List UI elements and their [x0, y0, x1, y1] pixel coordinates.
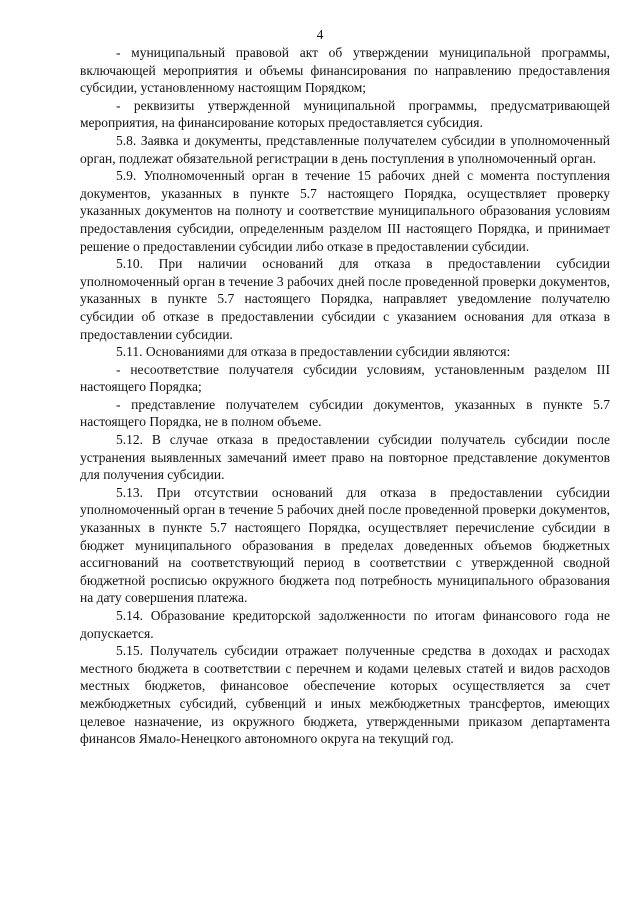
paragraph-5-8: 5.8. Заявка и документы, представленные получателем субсидии в уполномоченный орган, подлежат обязательной регистрации в день поступления в уполномоченный орган.	[80, 132, 610, 166]
paragraph-5-10: 5.10. При наличии оснований для отказа в предоставлении субсидии уполномоченный орган в течение 3 рабочих дней после проведенной проверки документов, указанных в пункте 5.7 настоящего Порядка, направляет уведомление получателю субсидии об отказе в предоставлении субсидии с указанием основания для отказа в предоставлении субсидии.	[80, 256, 610, 342]
document-body	[80, 44, 610, 748]
paragraph-5-9: 5.9. Уполномоченный орган в течение 15 рабочих дней с момента поступления документов, указанных в пункте 5.7 настоящего Порядка, осуществляет проверку указанных документов на полноту и соответствие муниципального образования условиям предоставления субсидии, определенным разделом III настоящего Порядка, и принимает решение о предоставлении субсидии либо отказе в предоставлении субсидии.	[80, 168, 610, 254]
paragraph-5-15: 5.15. Получатель субсидии отражает полученные средства в доходах и расходах местного бюджета в соответствии с перечнем и кодами целевых статей и видов расходов местных бюджетов, финансовое обеспечение которых осуществляется за счет межбюджетных субсидий, субвенций и иных межбюджетных трансфертов, имеющих целевое назначение, из окружного бюджета, утвержденными приказом департамента финансов Ямало-Ненецкого автономного округа на текущий год.	[80, 643, 610, 747]
paragraph-5-12: 5.12. В случае отказа в предоставлении субсидии получатель субсидии после устранения выявленных замечаний имеет право на повторное представление документов для получения субсидии.	[80, 432, 610, 483]
paragraph-refusal-reason-2: - представление получателем субсидии документов, указанных в пункте 5.7 настоящего Порядка, не в полном объеме.	[80, 396, 610, 430]
page-number: 4	[316, 27, 324, 42]
paragraph-municipal-act: - муниципальный правовой акт об утверждении муниципальной программы, включающей мероприятия и объемы финансирования по направлению предоставления субсидии, установленному настоящим Порядком;	[80, 45, 610, 96]
paragraph-5-11: 5.11. Основаниями для отказа в предоставлении субсидии являются:	[116, 344, 511, 360]
paragraph-5-13: 5.13. При отсутствии оснований для отказа в предоставлении субсидии уполномоченный орган в течение 5 рабочих дней после проведенной проверки документов, указанных в пункте 5.7 настоящего Порядка, осуществляет перечисление субсидии в бюджет муниципального образования в пределах доведенных объемов бюджетных ассигнований на соответствующий период в соответствии с утвержденной сводной бюджетной росписью окружного бюджета под потребность муниципального образования на дату совершения платежа.	[80, 484, 610, 606]
paragraph-program-details: - реквизиты утвержденной муниципальной программы, предусматривающей мероприятия, на финансирование которых предоставляется субсидия.	[80, 97, 610, 131]
paragraph-5-14: 5.14. Образование кредиторской задолженности по итогам финансового года не допускается.	[80, 608, 610, 641]
paragraph-refusal-reason-1: - несоответствие получателя субсидии условиям, установленным разделом III настоящего Порядка;	[80, 361, 610, 395]
